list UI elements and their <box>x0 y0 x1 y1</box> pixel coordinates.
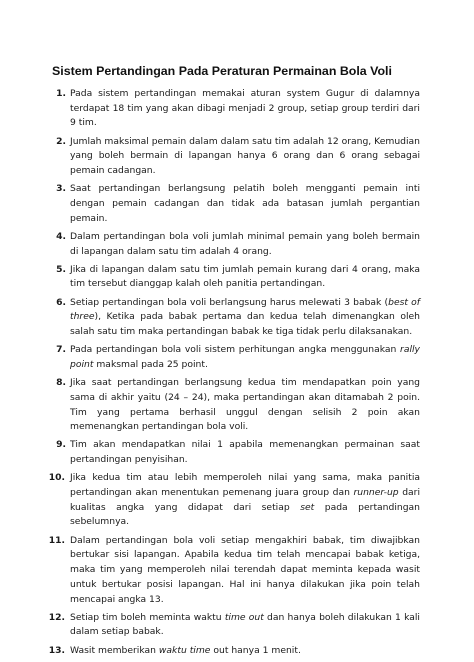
rule-emphasis: rally point <box>70 344 420 370</box>
rule-emphasis: best of three <box>70 296 420 323</box>
rule-text: pada pertandingan sebelumnya. <box>70 501 420 528</box>
rule-item <box>34 534 420 608</box>
document-title: Sistem Pertandingan Pada Peraturan Permainan Bola Voli <box>52 64 392 78</box>
rule-item <box>34 376 420 435</box>
rule-emphasis: waktu time <box>158 644 211 656</box>
rule-emphasis: time out <box>224 611 264 623</box>
rule-item <box>34 471 420 530</box>
rule-text: Jumlah maksimal pemain dalam dalam satu tim adalah 12 orang, Kemudian yang boleh bermain di lapangan hanya 6 orang dan 6 orang sebagai pemain cadangan. <box>70 135 420 177</box>
rule-emphasis: runner-up <box>353 487 399 499</box>
rule-number: 7. <box>56 344 66 356</box>
rule-number: 5. <box>56 263 66 275</box>
rule-item <box>34 611 420 640</box>
rule-text: Tim akan mendapatkan nilai 1 apabila memenangkan permainan saat pertandingan penyisihan. <box>70 439 420 466</box>
rule-item <box>34 296 420 340</box>
rule-text: Jika saat pertandingan berlangsung kedua tim mendapatkan poin yang sama di akhir yaitu (24 – 24), maka pertandingan akan ditamabah 2 poin. Tim yang pertama berhasil unggul dengan selisih 2 poin akan memenangkan pertandingan bola voli. <box>70 377 420 433</box>
rule-text: dari kualitas angka yang didapat dari setiap <box>70 487 420 513</box>
rule-text: Dalam pertandingan bola voli jumlah minimal pemain yang boleh bermain di lapangan dalam satu tim adalah 4 orang. <box>70 230 420 257</box>
rule-text: Setiap tim boleh meminta waktu <box>70 611 225 623</box>
rule-item <box>34 438 420 467</box>
rule-number: 3. <box>56 183 66 195</box>
rule-text: maksmal pada 25 point. <box>93 358 208 370</box>
rule-text: Jika kedua tim atau lebih memperoleh nilai yang sama, maka panitia pertandingan akan menentukan pemenang juara group dan <box>70 472 420 499</box>
rule-text: Setiap pertandingan bola voli berlangsung harus melewati 3 babak ( <box>70 296 389 308</box>
rule-item <box>34 87 420 131</box>
rule-number: 13. <box>48 644 65 656</box>
rule-item <box>34 182 420 226</box>
rule-number: 10. <box>48 472 65 484</box>
rule-text: ), Ketika pada babak pertama dan kedua telah dimenangkan oleh salah satu tim maka pertandingan babak ke tiga tidak perlu dilaksanakan. <box>70 311 420 338</box>
rule-text: Pada pertandingan bola voli sistem perhitungan angka menggunakan <box>70 344 401 356</box>
rule-number: 2. <box>56 135 66 147</box>
rule-text: Wasit memberikan <box>70 644 159 656</box>
rule-item <box>34 230 420 259</box>
rule-number: 9. <box>56 439 66 451</box>
rule-text: dan hanya boleh dilakukan 1 kali dalam setiap babak. <box>70 611 420 638</box>
rule-item <box>34 135 420 179</box>
rule-item <box>34 263 420 292</box>
rule-text: Pada sistem pertandingan memakai aturan system Gugur di dalamnya terdapat 18 tim yang akan dibagi menjadi 2 group, setiap group terdiri dari 9 tim. <box>70 88 420 129</box>
rule-number: 4. <box>56 230 66 242</box>
rule-text: Dalam pertandingan bola voli setiap mengakhiri babak, tim diwajibkan bertukar sisi lapangan. Apabila kedua tim telah mencapai babak ketiga, maka tim yang memperoleh nilai terendah dapat meminta kepada wasit untuk bertukar posisi lapangan. Hal ini hanya dilakukan jika poin telah mencapai angka 13. <box>70 534 420 605</box>
rule-number: 6. <box>56 296 66 308</box>
rule-emphasis: set <box>300 501 315 513</box>
rule-number: 8. <box>56 377 66 389</box>
rule-text: Jika di lapangan dalam satu tim jumlah pemain kurang dari 4 orang, maka tim tersebut dianggap kalah oleh panitia pertandingan. <box>70 263 420 290</box>
rule-number: 12. <box>48 611 65 623</box>
rule-number: 11. <box>48 534 65 546</box>
rule-number: 1. <box>56 88 66 99</box>
rule-text: out hanya 1 menit. <box>210 644 301 656</box>
rules-list <box>34 87 420 662</box>
rule-item <box>34 644 420 659</box>
rule-text: Saat pertandingan berlangsung pelatih boleh mengganti pemain inti dengan pemain cadangan dan tidak ada batasan jumlah pergantian pemain. <box>70 183 420 224</box>
rule-item <box>34 343 420 372</box>
